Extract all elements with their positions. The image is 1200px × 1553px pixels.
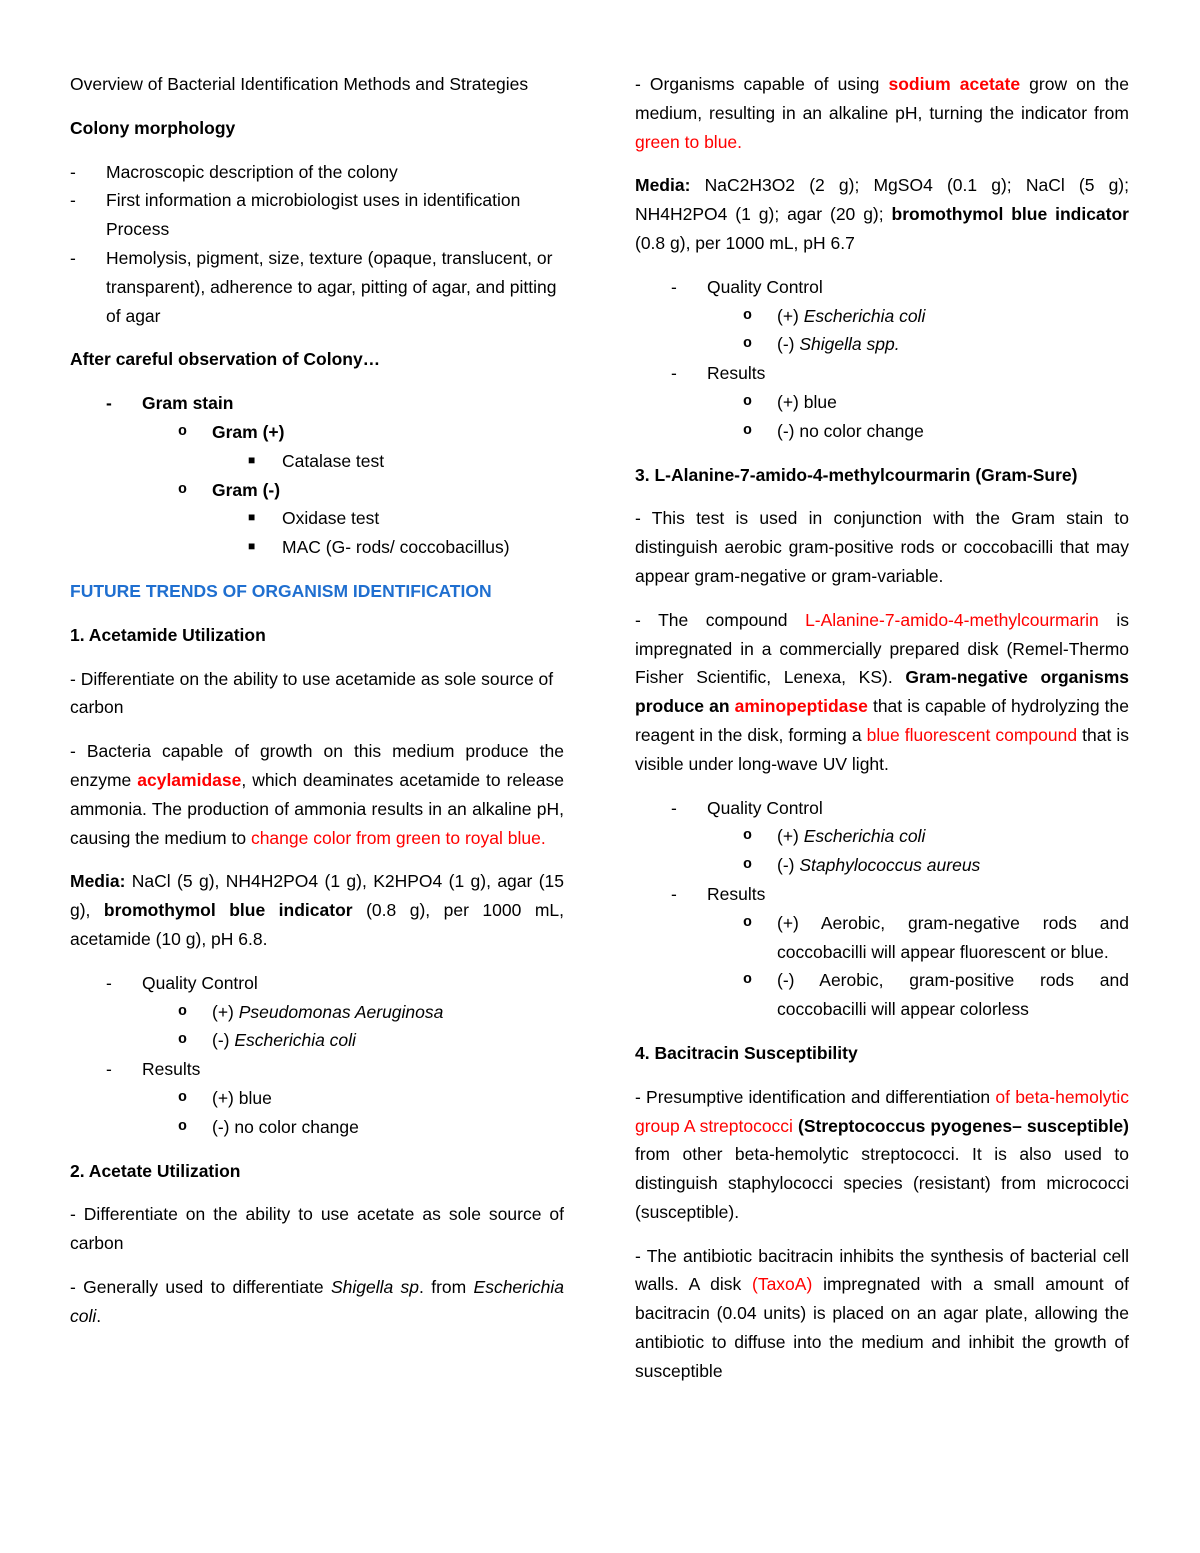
dash-bullet: - bbox=[106, 972, 112, 993]
circle-bullet-icon: o bbox=[178, 422, 188, 440]
acetamide-paragraph-1: - Differentiate on the ability to use acetamide as sole source of carbon bbox=[70, 668, 554, 718]
future-trends-heading: FUTURE TRENDS OF ORGANISM IDENTIFICATION bbox=[70, 580, 492, 601]
list-item-gram-positive: o Gram (+) bbox=[70, 418, 564, 447]
bacitracin-paragraph-2: - The antibiotic bacitracin inhibits the synthesis of bacterial cell walls. A disk (TaxoA) impregnated with a small amount of bacitracin (0.04 units) is placed on an agar plate, allowing the antibiotic to diffuse into the medium and inhibit the growth of susceptible bbox=[635, 1245, 1129, 1381]
right-column bbox=[635, 70, 1129, 1401]
acetate-heading: 2. Acetate Utilization bbox=[70, 1160, 241, 1181]
list-item: - First information a microbiologist uses in identification Process bbox=[70, 186, 564, 244]
list-item-gram-negative: o Gram (-) bbox=[70, 476, 564, 505]
list-item-results: - Results bbox=[635, 880, 1129, 909]
circle-bullet-icon: o bbox=[743, 971, 753, 989]
circle-bullet-icon: o bbox=[178, 1002, 188, 1020]
list-item-gram-stain: - Gram stain bbox=[70, 389, 564, 418]
dash-bullet: - bbox=[70, 247, 76, 268]
circle-bullet-icon: o bbox=[743, 306, 753, 324]
square-bullet-icon: ■ bbox=[248, 539, 256, 554]
after-observation-heading: After careful observation of Colony… bbox=[70, 349, 381, 370]
list-item: o (-) Staphylococcus aureus bbox=[635, 851, 1129, 880]
list-item-catalase: ■ Catalase test bbox=[70, 447, 564, 476]
dash-bullet: - bbox=[106, 393, 112, 414]
list-item-results: - Results bbox=[635, 359, 1129, 388]
acetate-media: Media: NaC2H3O2 (2 g); MgSO4 (0.1 g); NaCl (5 g); NH4H2PO4 (1 g); agar (20 g); bromothymol blue indicator (0.8 g), per 1000 mL, pH 6.7 bbox=[635, 175, 1129, 253]
acetate-qc-list bbox=[635, 273, 1129, 446]
list-item-oxidase: ■ Oxidase test bbox=[70, 504, 564, 533]
left-column bbox=[70, 70, 564, 1345]
dash-bullet: - bbox=[671, 883, 677, 904]
gram-sure-qc-list bbox=[635, 794, 1129, 1024]
list-item: o (+) Escherichia coli bbox=[635, 822, 1129, 851]
circle-bullet-icon: o bbox=[178, 480, 188, 498]
acetate-paragraph-1: - Differentiate on the ability to use acetate as sole source of carbon bbox=[70, 1204, 564, 1254]
acetate-paragraph-3: - Organisms capable of using sodium acetate grow on the medium, resulting in an alkaline pH, turning the indicator from green to blue. bbox=[635, 74, 1130, 152]
list-item: o (+) Aerobic, gram-negative rods and coccobacilli will appear fluorescent or blue. bbox=[635, 909, 1129, 967]
bacitracin-heading: 4. Bacitracin Susceptibility bbox=[635, 1042, 858, 1063]
circle-bullet-icon: o bbox=[743, 913, 753, 931]
acetamide-heading: 1. Acetamide Utilization bbox=[70, 624, 266, 645]
dash-bullet: - bbox=[671, 797, 677, 818]
list-item-mac: ■ MAC (G- rods/ coccobacillus) bbox=[70, 533, 564, 562]
circle-bullet-icon: o bbox=[743, 856, 753, 874]
circle-bullet-icon: o bbox=[743, 827, 753, 845]
list-item-results: - Results bbox=[70, 1055, 564, 1084]
list-item-quality-control: - Quality Control bbox=[70, 969, 564, 998]
dash-bullet: - bbox=[671, 363, 677, 384]
list-item: o (-) no color change bbox=[635, 417, 1129, 446]
dash-bullet: - bbox=[106, 1059, 112, 1080]
circle-bullet-icon: o bbox=[178, 1088, 188, 1106]
gram-sure-paragraph-2: - The compound L-Alanine-7-amido-4-methylcourmarin is impregnated in a commercially prepared disk (Remel-Thermo Fisher Scientific, Lenexa, KS). Gram-negative organisms produce an aminopeptidase that is capable of hydrolyzing the reagent in the disk, forming a blue fluorescent compound that is visible under long-wave UV light. bbox=[635, 609, 1129, 774]
circle-bullet-icon: o bbox=[743, 392, 753, 410]
circle-bullet-icon: o bbox=[178, 1117, 188, 1135]
acetamide-paragraph-2: - Bacteria capable of growth on this medium produce the enzyme acylamidase, which deaminates acetamide to release ammonia. The production of ammonia results in an alkaline pH, causing the medium to change color from green to royal blue. bbox=[70, 741, 564, 848]
gram-stain-list bbox=[70, 389, 564, 562]
dash-bullet: - bbox=[70, 161, 76, 182]
gram-sure-heading: 3. L-Alanine-7-amido-4-methylcourmarin (Gram-Sure) bbox=[635, 464, 1078, 485]
list-item-quality-control: - Quality Control bbox=[635, 273, 1129, 302]
list-item: o (-) no color change bbox=[70, 1113, 564, 1142]
list-item: o (-) Shigella spp. bbox=[635, 330, 1129, 359]
circle-bullet-icon: o bbox=[178, 1031, 188, 1049]
list-item: o (-) Escherichia coli bbox=[70, 1026, 564, 1055]
square-bullet-icon: ■ bbox=[248, 452, 256, 467]
acetamide-qc-list bbox=[70, 969, 564, 1142]
gram-sure-paragraph-1: - This test is used in conjunction with the Gram stain to distinguish aerobic gram-positive rods or coccobacilli that may appear gram-negative or gram-variable. bbox=[635, 508, 1129, 586]
dash-bullet: - bbox=[70, 190, 76, 211]
list-item: o (-) Aerobic, gram-positive rods and coccobacilli will appear colorless bbox=[635, 966, 1129, 1024]
list-item-quality-control: - Quality Control bbox=[635, 794, 1129, 823]
circle-bullet-icon: o bbox=[743, 335, 753, 353]
acetate-paragraph-2: - Generally used to differentiate Shigella sp. from Escherichia coli. bbox=[70, 1276, 564, 1326]
list-item: - Macroscopic description of the colony bbox=[70, 158, 564, 187]
list-item: o (+) Escherichia coli bbox=[635, 302, 1129, 331]
colony-morphology-heading: Colony morphology bbox=[70, 117, 236, 138]
list-item: o (+) Pseudomonas Aeruginosa bbox=[70, 998, 564, 1027]
document-title: Overview of Bacterial Identification Methods and Strategies bbox=[70, 74, 529, 94]
circle-bullet-icon: o bbox=[743, 421, 753, 439]
dash-bullet: - bbox=[671, 276, 677, 297]
square-bullet-icon: ■ bbox=[248, 510, 256, 525]
list-item: o (+) blue bbox=[70, 1084, 564, 1113]
bacitracin-paragraph-1: - Presumptive identification and differentiation of beta-hemolytic group A streptococci (Streptococcus pyogenes– susceptible) from other beta-hemolytic streptococci. It is also used to distinguish staphylococci species (resistant) from micrococci (susceptible). bbox=[635, 1086, 1129, 1222]
colony-morphology-list bbox=[70, 158, 564, 331]
list-item: - Hemolysis, pigment, size, texture (opaque, translucent, or transparent), adherence to agar, pitting of agar, and pitting of agar bbox=[70, 244, 564, 330]
list-item: o (+) blue bbox=[635, 388, 1129, 417]
acetamide-media: Media: NaCl (5 g), NH4H2PO4 (1 g), K2HPO4 (1 g), agar (15 g), bromothymol blue indicator (0.8 g), per 1000 mL, acetamide (10 g), pH 6.8. bbox=[70, 871, 564, 949]
